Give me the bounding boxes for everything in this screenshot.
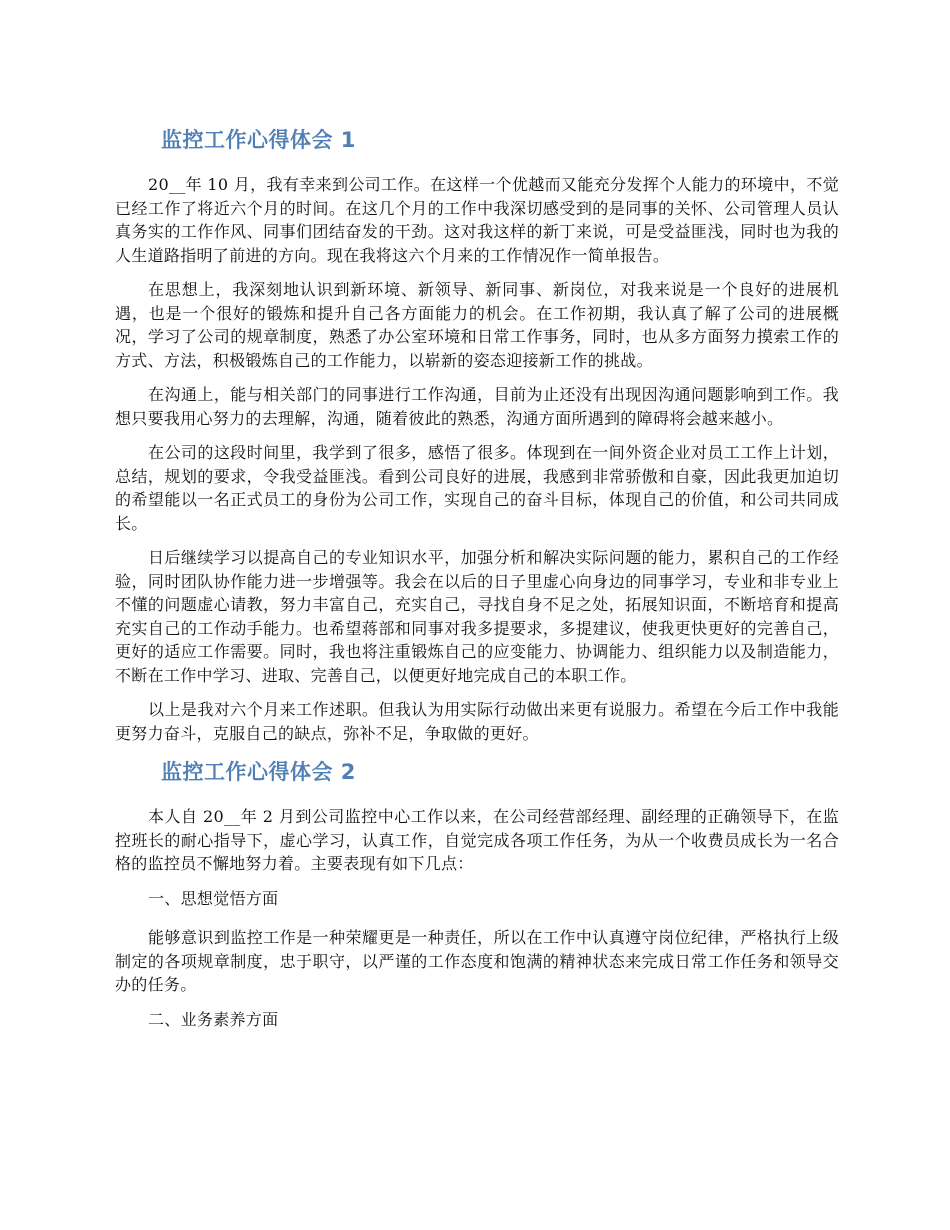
section-1-paragraph-5: 日后继续学习以提高自己的专业知识水平，加强分析和解决实际问题的能力，累积自己的工作经验，同时团队协作能力进一步增强等。我会在以后的日子里虚心向身边的同事学习，专业和非专业上不懂的问题虚心请教，努力丰富自己，充实自己，寻找自身不足之处，拓展知识面，不断培育和提高充实自己的工作动手能力。也希望蒋部和同事对我多提要求，多提建议，使我更快更好的完善自己，更好的适应工作需要。同时，我也将注重锻炼自己的应变能力、协调能力、组织能力以及制造能力，不断在工作中学习、进取、完善自己，以便更好地完成自己的本职工作。 bbox=[115, 548, 839, 685]
section-1-title: 监控工作心得体会 1 bbox=[161, 128, 356, 152]
section-2-subheading-2: 二、业务素养方面 bbox=[148, 1009, 279, 1029]
section-1-paragraph-4: 在公司的这段时间里，我学到了很多，感悟了很多。体现到在一间外资企业对员工工作上计划，总结，规划的要求，令我受益匪浅。看到公司良好的进展，我感到非常骄傲和自豪，因此我更加迫切的希望能以一名正式员工的身份为公司工作，实现自己的奋斗目标，体现自己的价值，和公司共同成长。 bbox=[115, 443, 839, 533]
section-2-subheading-1: 一、思想觉悟方面 bbox=[148, 888, 279, 908]
section-1-paragraph-6: 以上是我对六个月来工作述职。但我认为用实际行动做出来更有说服力。希望在今后工作中我能更努力奋斗，克服自己的缺点，弥补不足，争取做的更好。 bbox=[115, 700, 839, 743]
section-2-paragraph-1: 本人自 20__年 2 月到公司监控中心工作以来，在公司经营部经理、副经理的正确领导下，在监控班长的耐心指导下，虚心学习，认真工作，自觉完成各项工作任务，为从一个收费员成长为一名合格的监控员不懈地努力着。主要表现有如下几点： bbox=[115, 807, 839, 873]
section-1-paragraph-2: 在思想上，我深刻地认识到新环境、新领导、新同事、新岗位，对我来说是一个良好的进展机遇，也是一个很好的锻炼和提升自己各方面能力的机会。在工作初期，我认真了解了公司的进展概况，学习了公司的规章制度，熟悉了办公室环境和日常工作事务，同时，也从多方面努力摸索工作的方式、方法，积极锻炼自己的工作能力，以崭新的姿态迎接新工作的挑战。 bbox=[115, 280, 839, 370]
section-2-paragraph-2: 能够意识到监控工作是一种荣耀更是一种责任，所以在工作中认真遵守岗位纪律，严格执行上级制定的各项规章制度，忠于职守，以严谨的工作态度和饱满的精神状态来完成日常工作任务和领导交办的任务。 bbox=[115, 928, 839, 994]
section-1-paragraph-1: 20__年 10 月，我有幸来到公司工作。在这样一个优越而又能充分发挥个人能力的环境中，不觉已经工作了将近六个月的时间。在这几个月的工作中我深切感受到的是同事的关怀、公司管理人员认真务实的工作作风、同事们团结奋发的干劲。这对我这样的新丁来说，可是受益匪浅，同时也为我的人生道路指明了前进的方向。现在我将这六个月来的工作情况作一简单报告。 bbox=[115, 175, 839, 265]
document-page bbox=[115, 125, 839, 1047]
section-2-title: 监控工作心得体会 2 bbox=[161, 760, 356, 784]
section-1-paragraph-3: 在沟通上，能与相关部门的同事进行工作沟通，目前为止还没有出现因沟通问题影响到工作。我想只要我用心努力的去理解，沟通，随着彼此的熟悉，沟通方面所遇到的障碍将会越来越小。 bbox=[115, 385, 839, 428]
